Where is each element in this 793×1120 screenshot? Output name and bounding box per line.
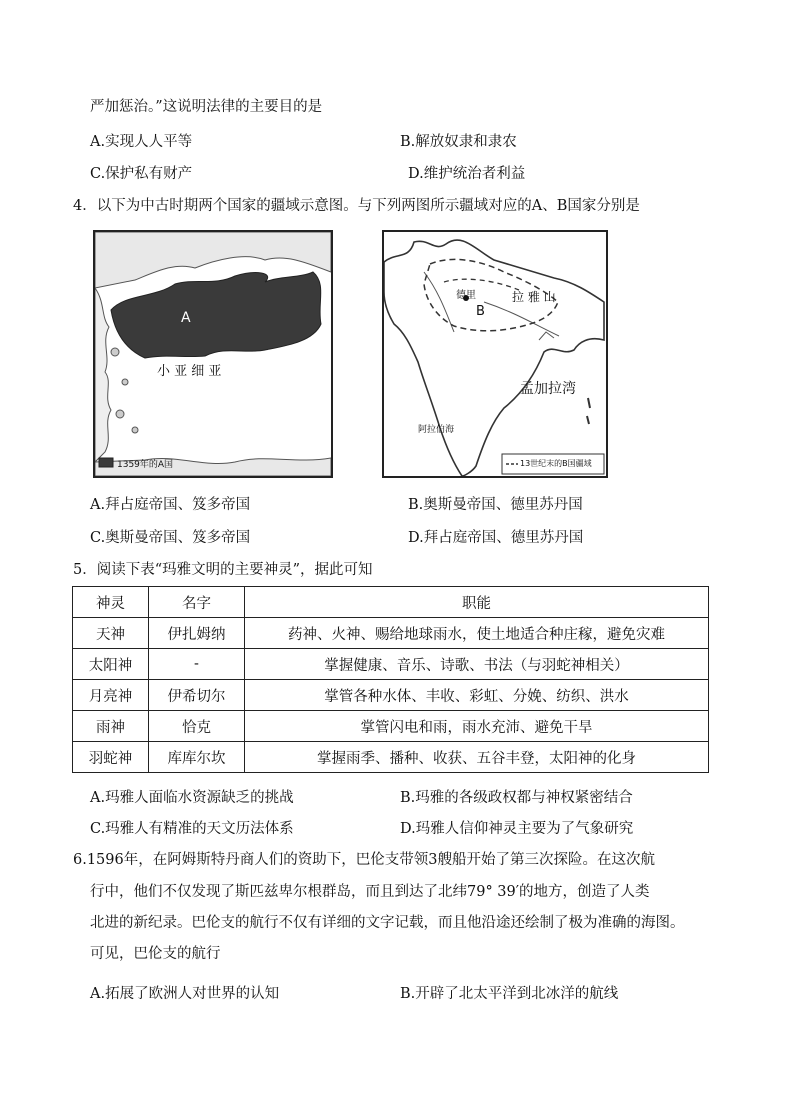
q3-option-a[interactable]: A.实现人人平等 (90, 134, 193, 150)
q6-option-a[interactable]: A.拓展了欧洲人对世界的认知 (90, 986, 280, 1002)
map-b-legend: 13世纪末的B国疆域 (520, 459, 592, 468)
map-a-legend-swatch (99, 458, 113, 467)
q3-option-d[interactable]: D.维护统治者利益 (408, 166, 526, 182)
map-a (93, 230, 333, 478)
q6-stem-line-4: 可见，巴伦支的航行 (90, 946, 221, 962)
table-row (73, 649, 709, 680)
q4-stem: 4．以下为中古时期两个国家的疆域示意图。与下列两图所示疆域对应的A、B国家分别是 (73, 198, 640, 214)
map-b-region-label: B (476, 304, 485, 319)
q4-option-c[interactable]: C.奥斯曼帝国、笈多帝国 (90, 530, 251, 546)
table-cell: 伊希切尔 (149, 680, 245, 711)
map-a-region-label: A (181, 310, 191, 326)
table-cell: 掌握健康、音乐、诗歌、书法（与羽蛇神相关） (245, 649, 709, 680)
q6-stem-line-3: 北进的新纪录。巴伦支的航行不仅有详细的文字记载，而且他沿途还绘制了极为准确的海图。 (90, 915, 685, 931)
map-b-sea-label: 阿拉伯海 (418, 425, 455, 435)
territory-a (111, 272, 321, 358)
map-a-drawing (95, 232, 331, 476)
q6-stem-line-1: 6.1596年，在阿姆斯特丹商人们的资助下，巴伦支带领3艘船开始了第三次探险。在这次航 (73, 852, 655, 868)
table-cell: 月亮神 (73, 680, 149, 711)
table-row (73, 618, 709, 649)
table-cell: 羽蛇神 (73, 742, 149, 773)
map-a-legend: 1359年的A国 (117, 460, 174, 470)
q5-option-a[interactable]: A.玛雅人面临水资源缺乏的挑战 (90, 790, 294, 806)
table-cell: 掌管各种水体、丰收、彩虹、分娩、纺织、洪水 (245, 680, 709, 711)
table-cell: - (149, 649, 245, 680)
table-header-row (73, 587, 709, 618)
q6-option-b[interactable]: B.开辟了北太平洋到北冰洋的航线 (400, 986, 619, 1002)
maya-gods-table (72, 586, 709, 773)
q4-option-b[interactable]: B.奥斯曼帝国、德里苏丹国 (408, 497, 583, 513)
q5-option-c[interactable]: C.玛雅人有精准的天文历法体系 (90, 821, 294, 837)
table-row (73, 711, 709, 742)
map-b-bay-label: 孟加拉湾 (520, 381, 576, 397)
q3-option-c[interactable]: C.保护私有财产 (90, 166, 193, 182)
table-cell: 掌管闪电和雨，雨水充沛、避免干旱 (245, 711, 709, 742)
map-b-mountain-label: 拉 雅 山 (512, 290, 556, 304)
table-cell: 库库尔坎 (149, 742, 245, 773)
map-a-place-label: 小 亚 细 亚 (157, 364, 222, 379)
table-header-name: 名字 (149, 587, 245, 618)
table-header-function: 职能 (245, 587, 709, 618)
table-cell: 天神 (73, 618, 149, 649)
table-row (73, 742, 709, 773)
table-cell: 雨神 (73, 711, 149, 742)
table-cell: 掌握雨季、播种、收获、五谷丰登，太阳神的化身 (245, 742, 709, 773)
q5-option-b[interactable]: B.玛雅的各级政权都与神权紧密结合 (400, 790, 633, 806)
q4-option-a[interactable]: A.拜占庭帝国、笈多帝国 (90, 497, 251, 513)
q5-option-d[interactable]: D.玛雅人信仰神灵主要为了气象研究 (400, 821, 634, 837)
table-cell: 伊扎姆纳 (149, 618, 245, 649)
table-header-god: 神灵 (73, 587, 149, 618)
map-b-city-label: 德里 (456, 290, 476, 301)
map-b (382, 230, 608, 478)
q3-stem-tail: 严加惩治。”这说明法律的主要目的是 (90, 99, 323, 115)
q6-stem-line-2: 行中，他们不仅发现了斯匹兹卑尔根群岛，而且到达了北纬79° 39′的地方，创造了人类 (90, 884, 650, 900)
map-b-drawing (384, 232, 606, 476)
table-cell: 太阳神 (73, 649, 149, 680)
table-cell: 恰克 (149, 711, 245, 742)
table-cell: 药神、火神、赐给地球雨水，使土地适合种庄稼，避免灾难 (245, 618, 709, 649)
q3-option-b[interactable]: B.解放奴隶和隶农 (400, 134, 517, 150)
q4-option-d[interactable]: D.拜占庭帝国、德里苏丹国 (408, 530, 584, 546)
table-row (73, 680, 709, 711)
q5-stem: 5．阅读下表“玛雅文明的主要神灵”，据此可知 (73, 562, 373, 578)
